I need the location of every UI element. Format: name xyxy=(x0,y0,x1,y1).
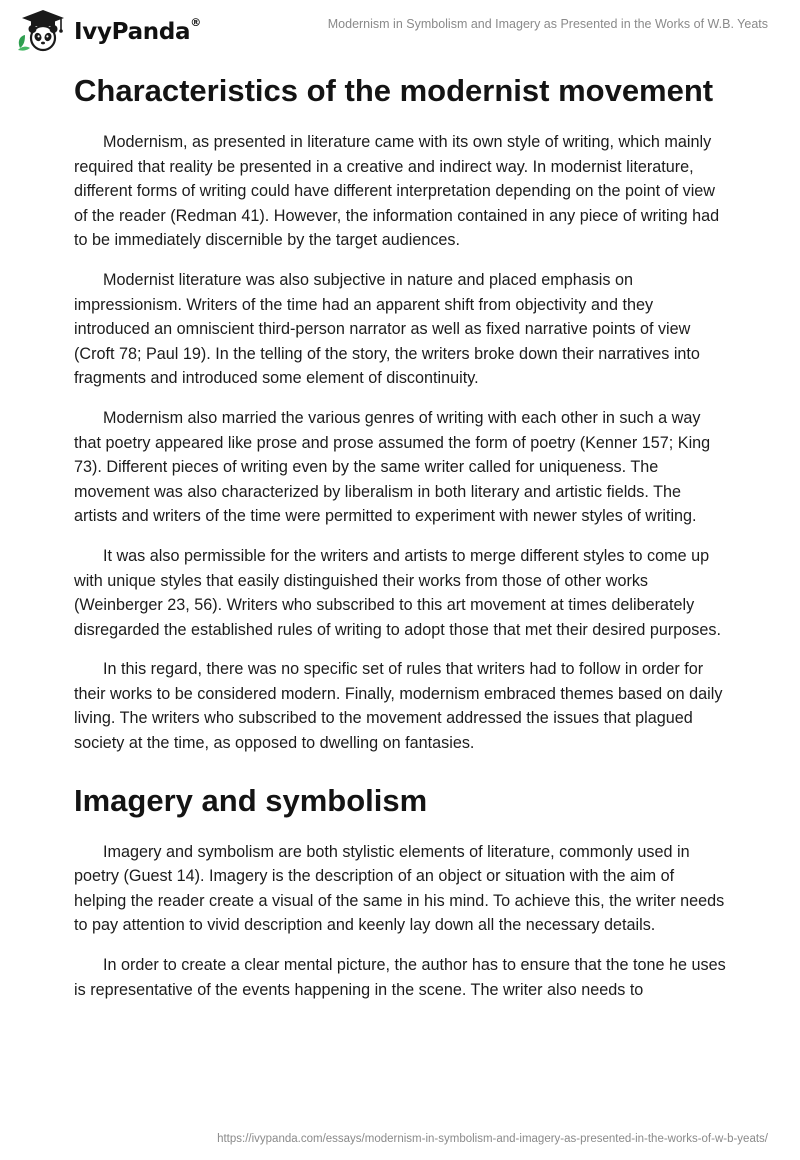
paragraph: In order to create a clear mental picture, the author has to ensure that the tone he uses is representative of the events happening in the scene. The writer also needs to xyxy=(74,956,726,999)
paragraph: In this regard, there was no specific set of rules that writers had to follow in order for their works to be considered modern. Finally, modernism embraced themes based on daily living. The writers who subscribed to the movement addressed the issues that plagued society at the time, as opposed to dwelling on fantasies. xyxy=(74,660,723,753)
paragraph: Modernist literature was also subjective in nature and placed emphasis on impressionism. Writers of the time had an apparent shift from objectivity and they introduced an omniscient third-person narrator as well as fixed narrative points of view (Croft 78; Paul 19). In the telling of the story, the writers broke down their narratives into fragments and introduced some element of discontinuity. xyxy=(74,270,700,388)
panda-graduate-icon xyxy=(14,8,72,52)
brand-name-text: IvyPanda xyxy=(74,19,191,45)
article-body xyxy=(74,72,726,1017)
page-header xyxy=(0,0,800,60)
section-heading: Characteristics of the modernist movement xyxy=(74,73,714,108)
brand-name xyxy=(74,16,201,45)
source-url[interactable]: https://ivypanda.com/essays/modernism-in-symbolism-and-imagery-as-presented-in-the-works-of-w-b-yeats/ xyxy=(217,1133,768,1145)
document-title: Modernism in Symbolism and Imagery as Presented in the Works of W.B. Yeats xyxy=(327,17,768,31)
ivypanda-logo[interactable] xyxy=(14,8,201,52)
paragraph: Modernism also married the various genres of writing with each other in such a way that poetry appeared like prose and prose assumed the form of poetry (Kenner 157; King 73). Different pieces of writing even by the same writer called for uniqueness. The movement was also characterized by liberalism in both literary and artistic fields. The artists and writers of the time were permitted to experiment with newer styles of writing. xyxy=(74,408,711,526)
registered-mark: ® xyxy=(190,16,201,30)
paragraph: Imagery and symbolism are both stylistic elements of literature, commonly used in poetry (Guest 14). Imagery is the description of an object or situation with the aim of helping the reader create a visual of the same in his mind. To achieve this, the writer needs to pay attention to vivid description and keenly lay down all the necessary details. xyxy=(74,842,725,935)
paragraph: Modernism, as presented in literature came with its own style of writing, which mainly required that reality be presented in a creative and indirect way. In modernist literature, different forms of writing could have different interpretation depending on the point of view of the reader (Redman 41). However, the information contained in any piece of writing had to be immediately discernible by the target audiences. xyxy=(74,133,720,250)
paragraph: It was also permissible for the writers and artists to merge different styles to come up with unique styles that easily distinguished their works from those of other works (Weinberger 23, 56). Writers who subscribed to this art movement at times deliberately disregarded the established rules of writing to adopt those that met their desired purposes. xyxy=(74,546,721,639)
section-heading: Imagery and symbolism xyxy=(74,782,428,818)
